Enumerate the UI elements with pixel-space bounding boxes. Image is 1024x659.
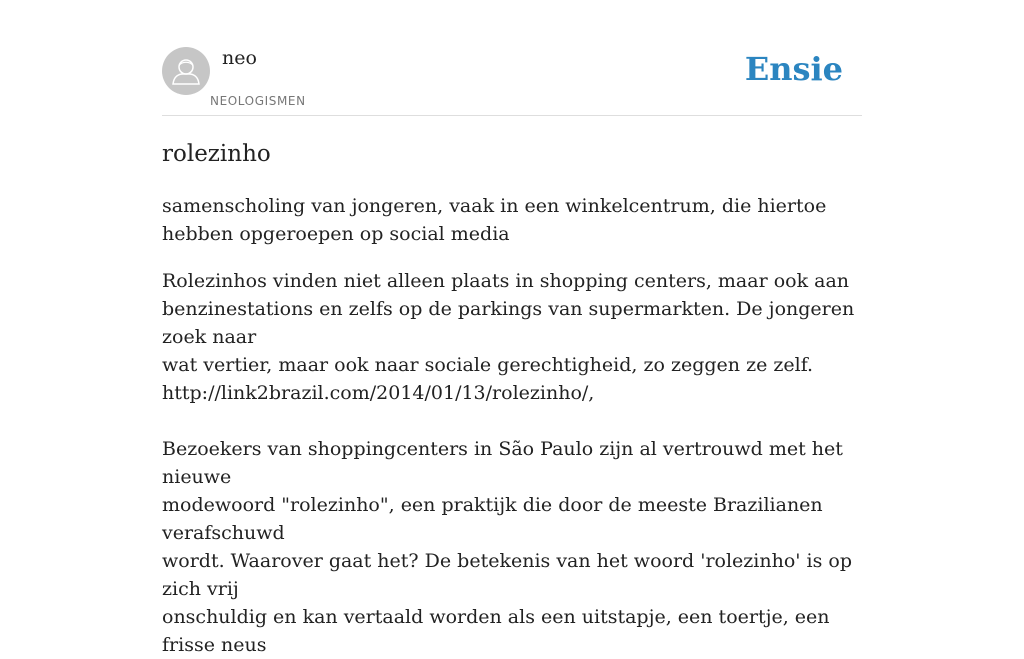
example-line: modewoord "rolezinho", een praktijk die door de meeste Brazilianen verafschuwd (162, 494, 823, 544)
example-line: onschuldig en kan vertaald worden als een uitstapje, een toertje, een frisse neus (162, 606, 830, 656)
example-line: Bezoekers van shoppingcenters in São Paulo zijn al vertrouwd met het nieuwe (162, 438, 843, 488)
category-label[interactable]: NEOLOGISMEN (210, 94, 306, 108)
author-avatar[interactable] (162, 47, 210, 95)
example-line: Rolezinhos vinden niet alleen plaats in shopping centers, maar ook aan (162, 270, 850, 292)
entry-card (162, 0, 862, 656)
entry-definition: samenscholing van jongeren, vaak in een winkelcentrum, die hiertoe hebben opgeroepen op social media (162, 195, 827, 245)
entry-title: rolezinho (162, 141, 271, 167)
author-name[interactable]: neo (222, 47, 257, 69)
paragraph-gap (162, 407, 862, 435)
example-line: benzinestations en zelfs op de parkings van supermarkten. De jongeren zoek naar (162, 298, 855, 348)
brand-logo[interactable]: Ensie (744, 50, 843, 88)
user-silhouette-icon (162, 47, 210, 95)
entry-example (162, 267, 862, 659)
example-line: wat vertier, maar ook naar sociale gerechtigheid, zo zeggen ze zelf. (162, 354, 814, 376)
example-line: wordt. Waarover gaat het? De betekenis van het woord 'rolezinho' is op zich vrij (162, 550, 853, 600)
entry-header (162, 0, 862, 116)
example-line: http://link2brazil.com/2014/01/13/rolezinho/, (162, 382, 595, 404)
